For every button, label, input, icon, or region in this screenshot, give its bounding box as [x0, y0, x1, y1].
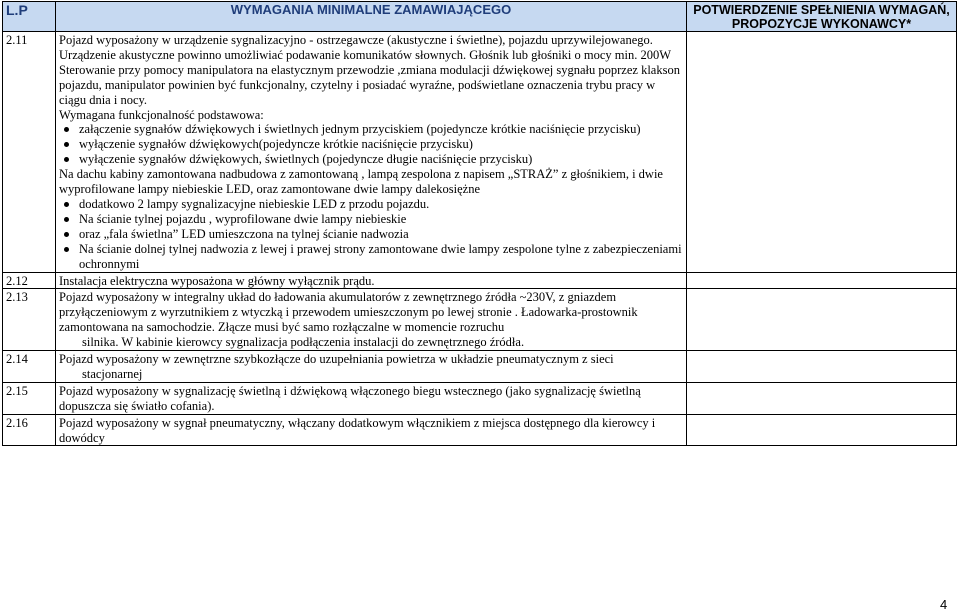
bullet-icon	[64, 247, 69, 252]
confirmation-cell[interactable]	[687, 351, 957, 383]
list-item-text: Na ścianie dolnej tylnej nadwozia z lewej i prawej strony zamontowane dwie lampy zespolone tylne z zabezpieczeniami ochronnymi	[79, 241, 682, 271]
row-number: 2.16	[3, 414, 56, 446]
row-number: 2.11	[3, 32, 56, 273]
bullet-icon	[64, 127, 69, 132]
list-item-text: oraz „fala świetlna” LED umieszczona na tylnej ścianie nadwozia	[79, 226, 409, 241]
requirement-cell	[56, 351, 687, 383]
bullet-list	[59, 197, 683, 272]
list-item-text: wyłączenie sygnałów dźwiękowych(pojedyncze krótkie naciśnięcie przycisku)	[79, 137, 473, 152]
row-number: 2.12	[3, 272, 56, 289]
requirement-text: Pojazd wyposażony w sygnał pneumatyczny, włączany dodatkowym włącznikiem z miejsca dostępnego dla kierowcy i dowódcy	[59, 415, 656, 445]
header-lp: L.P	[3, 2, 56, 32]
requirement-text: Pojazd wyposażony w integralny układ do ładowania akumulatorów z zewnętrznego źródła ~230V, z gniazdem przyłączeniowym z wyrzutnikiem z wtyczką i przewodem umieszczonym po lewej stronie . Ładowarka-prostownik zamontowana na samochodzie. Złącze musi być samo rozłączalne w momencie rozruchu	[59, 290, 638, 335]
list-item	[59, 212, 683, 227]
list-item-text: wyłączenie sygnałów dźwiękowych, świetlnych (pojedyncze długie naciśnięcie przycisku)	[79, 152, 533, 167]
list-item-text: dodatkowo 2 lampy sygnalizacyjne niebieskie LED z przodu pojazdu.	[79, 196, 430, 211]
requirement-text: Pojazd wyposażony w urządzenie sygnalizacyjno - ostrzegawcze (akustyczne i świetlne), pojazdu uprzywilejowanego. Urządzenie akustyczne powinno umożliwiać podawanie komunikatów słownych. Głośnik lub głośniki o mocy min. 200W	[59, 33, 672, 62]
requirement-cell	[56, 289, 687, 351]
bullet-icon	[64, 157, 69, 162]
table-header-row	[3, 2, 957, 32]
list-item	[59, 242, 683, 272]
list-item-text: Na ścianie tylnej pojazdu , wyprofilowane dwie lampy niebieskie	[79, 211, 407, 226]
header-confirmation: POTWIERDZENIE SPEŁNIENIA WYMAGAŃ, PROPOZYCJE WYKONAWCY*	[687, 2, 957, 32]
confirmation-cell[interactable]	[687, 289, 957, 351]
list-item	[59, 137, 683, 152]
header-requirements: WYMAGANIA MINIMALNE ZAMAWIAJĄCEGO	[56, 2, 687, 32]
table-row	[3, 32, 957, 273]
requirement-text: Pojazd wyposażony w sygnalizację świetlną i dźwiękową włączonego biegu wstecznego (jako sygnalizację świetlną dopuszcza się światło cofania).	[59, 383, 641, 413]
list-item	[59, 197, 683, 212]
row-number: 2.15	[3, 382, 56, 414]
bullet-icon	[64, 232, 69, 237]
table-row	[3, 289, 957, 351]
list-item	[59, 122, 683, 137]
requirement-cell	[56, 382, 687, 414]
row-number: 2.13	[3, 289, 56, 351]
table-row	[3, 351, 957, 383]
bullet-list	[59, 122, 683, 167]
requirement-text: silnika. W kabinie kierowcy sygnalizacja podłączenia instalacji do zewnętrznego źródła.	[82, 335, 525, 350]
bullet-icon	[64, 202, 69, 207]
requirement-text: Pojazd wyposażony w zewnętrzne szybkozłącze do uzupełniania powietrza w układzie pneumatycznym z sieci	[59, 352, 614, 367]
bullet-icon	[64, 217, 69, 222]
requirements-table	[2, 1, 957, 446]
list-item	[59, 152, 683, 167]
requirement-text: Na dachu kabiny zamontowana nadbudowa z zamontowaną , lampą zespolona z napisem „STRAŻ” z głośnikiem, i dwie wyprofilowane lampy niebieskie LED, oraz zamontowane dwie lampy dalekosiężne	[59, 167, 663, 197]
page-number: 4	[940, 597, 948, 612]
requirement-cell	[56, 414, 687, 446]
requirement-cell	[56, 32, 687, 273]
confirmation-cell[interactable]	[687, 272, 957, 289]
confirmation-cell[interactable]	[687, 382, 957, 414]
requirement-text: stacjonarnej	[82, 366, 143, 381]
requirement-text: Wymagana funkcjonalność podstawowa:	[59, 107, 264, 122]
list-item-text: załączenie sygnałów dźwiękowych i świetlnych jednym przyciskiem (pojedyncze krótkie naciśnięcie przycisku)	[79, 122, 641, 137]
list-item	[59, 227, 683, 242]
bullet-icon	[64, 142, 69, 147]
confirmation-cell[interactable]	[687, 414, 957, 446]
table-row	[3, 382, 957, 414]
requirement-cell	[56, 272, 687, 289]
confirmation-cell[interactable]	[687, 32, 957, 273]
requirement-text: Instalacja elektryczna wyposażona w główny wyłącznik prądu.	[59, 273, 375, 288]
requirement-text: Sterowanie przy pomocy manipulatora na elastycznym przewodzie ,zmiana modulacji dźwiękowej sygnału poprzez klakson pojazdu, manipulator powinien być funkcjonalny, czytelny i posiadać wyraźne, podświetlane oznaczenia trybu pracy w ciągu dnia i nocy.	[59, 62, 680, 107]
table-row	[3, 414, 957, 446]
row-number: 2.14	[3, 351, 56, 383]
table-row	[3, 272, 957, 289]
